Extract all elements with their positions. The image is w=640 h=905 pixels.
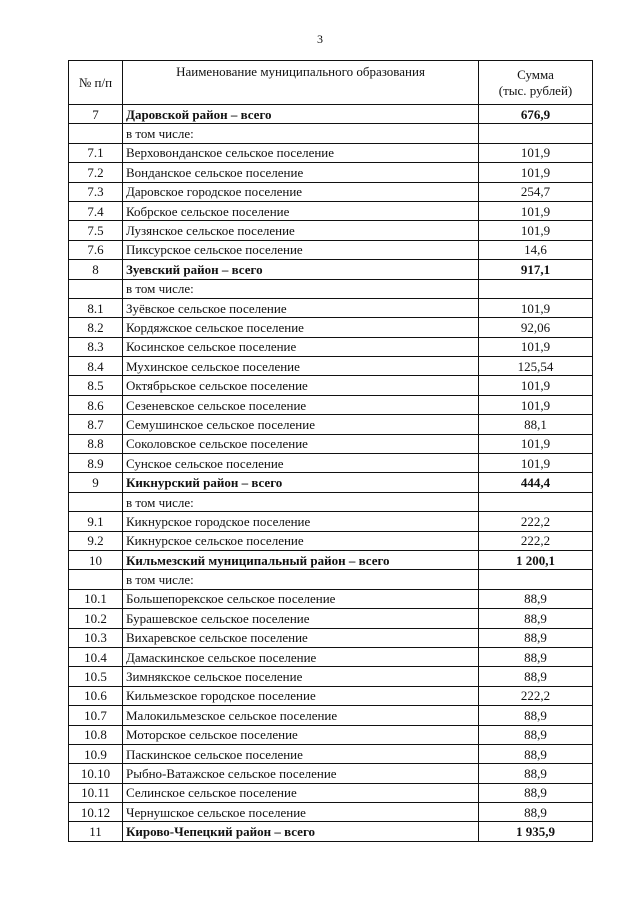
header-sum-title: Сумма: [517, 66, 554, 82]
table-header-row: [69, 61, 593, 105]
header-sum: [479, 61, 593, 105]
table-row: [69, 628, 593, 647]
row-number: 7.6: [69, 240, 123, 259]
district-total-row: [69, 473, 593, 492]
allocation-table: [68, 60, 593, 842]
row-name: в том числе:: [123, 492, 479, 511]
table-row: [69, 706, 593, 725]
table-row: [69, 647, 593, 666]
row-name: Моторское сельское поселение: [123, 725, 479, 744]
row-sum: [479, 492, 593, 511]
row-name: Даровской район – всего: [123, 105, 479, 124]
table-row: [69, 240, 593, 259]
header-number: № п/п: [69, 61, 123, 105]
row-sum: 101,9: [479, 395, 593, 414]
row-number: 10.1: [69, 589, 123, 608]
table-row: [69, 337, 593, 356]
table-row: [69, 803, 593, 822]
row-number: 7.3: [69, 182, 123, 201]
row-number: 7.4: [69, 201, 123, 220]
row-number: 10.5: [69, 667, 123, 686]
row-name: Кикнурское городское поселение: [123, 512, 479, 531]
row-sum: 88,9: [479, 706, 593, 725]
row-name: Зуевский район – всего: [123, 260, 479, 279]
table-row: [69, 163, 593, 182]
subheading-row: [69, 570, 593, 589]
row-sum: 88,9: [479, 589, 593, 608]
row-number: 8.3: [69, 337, 123, 356]
row-name: Косинское сельское поселение: [123, 337, 479, 356]
row-sum: 254,7: [479, 182, 593, 201]
row-name: Кордяжское сельское поселение: [123, 318, 479, 337]
table-row: [69, 395, 593, 414]
row-number: [69, 124, 123, 143]
row-sum: 88,9: [479, 783, 593, 802]
row-sum: [479, 279, 593, 298]
row-name: Дамаскинское сельское поселение: [123, 647, 479, 666]
row-sum: 444,4: [479, 473, 593, 492]
row-number: 10.8: [69, 725, 123, 744]
header-name: Наименование муниципального образования: [123, 61, 479, 105]
row-name: в том числе:: [123, 279, 479, 298]
row-number: 9.2: [69, 531, 123, 550]
row-name: Лузянское сельское поселение: [123, 221, 479, 240]
row-number: 10.2: [69, 609, 123, 628]
table-row: [69, 512, 593, 531]
row-number: 7.5: [69, 221, 123, 240]
row-sum: 88,9: [479, 725, 593, 744]
row-sum: 101,9: [479, 201, 593, 220]
table-row: [69, 201, 593, 220]
row-number: 8.6: [69, 395, 123, 414]
row-sum: 88,9: [479, 628, 593, 647]
subheading-row: [69, 492, 593, 511]
row-number: 8.4: [69, 357, 123, 376]
row-sum: 676,9: [479, 105, 593, 124]
table-row: [69, 434, 593, 453]
row-number: 10.7: [69, 706, 123, 725]
row-name: в том числе:: [123, 124, 479, 143]
table-row: [69, 182, 593, 201]
table-row: [69, 221, 593, 240]
row-name: Чернушское сельское поселение: [123, 803, 479, 822]
table-row: [69, 725, 593, 744]
row-name: Кобрское сельское поселение: [123, 201, 479, 220]
row-sum: 101,9: [479, 163, 593, 182]
row-sum: 101,9: [479, 434, 593, 453]
row-sum: [479, 124, 593, 143]
district-total-row: [69, 822, 593, 841]
row-name: Кильмезское городское поселение: [123, 686, 479, 705]
row-name: Кильмезский муниципальный район – всего: [123, 550, 479, 569]
page-number: 3: [317, 32, 323, 46]
row-name: Мухинское сельское поселение: [123, 357, 479, 376]
row-name: Зимнякское сельское поселение: [123, 667, 479, 686]
row-number: 7.1: [69, 143, 123, 162]
row-sum: 88,9: [479, 667, 593, 686]
table-row: [69, 415, 593, 434]
row-name: Кикнурский район – всего: [123, 473, 479, 492]
table-row: [69, 318, 593, 337]
row-name: Вонданское сельское поселение: [123, 163, 479, 182]
row-number: 10.4: [69, 647, 123, 666]
row-sum: 101,9: [479, 221, 593, 240]
row-sum: 222,2: [479, 512, 593, 531]
district-total-row: [69, 550, 593, 569]
row-number: 8.5: [69, 376, 123, 395]
row-number: 7.2: [69, 163, 123, 182]
row-sum: 101,9: [479, 376, 593, 395]
district-total-row: [69, 105, 593, 124]
subheading-row: [69, 279, 593, 298]
row-number: 10: [69, 550, 123, 569]
row-sum: [479, 570, 593, 589]
row-number: 10.12: [69, 803, 123, 822]
row-sum: 101,9: [479, 298, 593, 317]
table-body: [69, 105, 593, 842]
district-total-row: [69, 260, 593, 279]
subheading-row: [69, 124, 593, 143]
row-number: 10.3: [69, 628, 123, 647]
table-row: [69, 143, 593, 162]
row-number: 9: [69, 473, 123, 492]
row-name: Даровское городское поселение: [123, 182, 479, 201]
row-number: 8.9: [69, 454, 123, 473]
row-number: [69, 570, 123, 589]
table-row: [69, 298, 593, 317]
row-name: Бурашевское сельское поселение: [123, 609, 479, 628]
row-number: 8.1: [69, 298, 123, 317]
row-sum: 101,9: [479, 454, 593, 473]
row-number: 8.2: [69, 318, 123, 337]
row-sum: 88,1: [479, 415, 593, 434]
table-row: [69, 357, 593, 376]
row-sum: 222,2: [479, 686, 593, 705]
row-sum: 88,9: [479, 744, 593, 763]
row-name: Малокильмезское сельское поселение: [123, 706, 479, 725]
table-row: [69, 609, 593, 628]
row-number: 10.10: [69, 764, 123, 783]
row-number: 10.6: [69, 686, 123, 705]
row-name: Семушинское сельское поселение: [123, 415, 479, 434]
row-number: [69, 492, 123, 511]
row-sum: 101,9: [479, 337, 593, 356]
row-sum: 88,9: [479, 647, 593, 666]
row-sum: 101,9: [479, 143, 593, 162]
table-row: [69, 744, 593, 763]
table-row: [69, 531, 593, 550]
row-sum: 88,9: [479, 764, 593, 783]
row-name: Верховонданское сельское поселение: [123, 143, 479, 162]
row-name: Пиксурское сельское поселение: [123, 240, 479, 259]
row-number: 7: [69, 105, 123, 124]
row-sum: 1 935,9: [479, 822, 593, 841]
table-row: [69, 667, 593, 686]
row-sum: 92,06: [479, 318, 593, 337]
row-number: 10.11: [69, 783, 123, 802]
header-sum-units: (тыс. рублей): [498, 82, 573, 98]
row-name: Соколовское сельское поселение: [123, 434, 479, 453]
table-row: [69, 783, 593, 802]
row-number: 9.1: [69, 512, 123, 531]
row-number: 8.7: [69, 415, 123, 434]
row-number: 11: [69, 822, 123, 841]
row-name: Селинское сельское поселение: [123, 783, 479, 802]
table-row: [69, 589, 593, 608]
row-name: Сезеневское сельское поселение: [123, 395, 479, 414]
row-name: Зуёвское сельское поселение: [123, 298, 479, 317]
row-number: [69, 279, 123, 298]
table-row: [69, 454, 593, 473]
row-name: Паскинское сельское поселение: [123, 744, 479, 763]
row-name: Большепорекское сельское поселение: [123, 589, 479, 608]
row-sum: 14,6: [479, 240, 593, 259]
row-sum: 917,1: [479, 260, 593, 279]
row-name: Кикнурское сельское поселение: [123, 531, 479, 550]
table-row: [69, 764, 593, 783]
row-name: Кирово-Чепецкий район – всего: [123, 822, 479, 841]
row-number: 8: [69, 260, 123, 279]
row-sum: 222,2: [479, 531, 593, 550]
row-sum: 1 200,1: [479, 550, 593, 569]
row-name: Октябрьское сельское поселение: [123, 376, 479, 395]
row-number: 10.9: [69, 744, 123, 763]
row-name: Рыбно-Ватажское сельское поселение: [123, 764, 479, 783]
table-row: [69, 686, 593, 705]
row-number: 8.8: [69, 434, 123, 453]
row-name: Сунское сельское поселение: [123, 454, 479, 473]
table-row: [69, 376, 593, 395]
row-sum: 88,9: [479, 803, 593, 822]
row-sum: 125,54: [479, 357, 593, 376]
row-name: в том числе:: [123, 570, 479, 589]
row-sum: 88,9: [479, 609, 593, 628]
row-name: Вихаревское сельское поселение: [123, 628, 479, 647]
